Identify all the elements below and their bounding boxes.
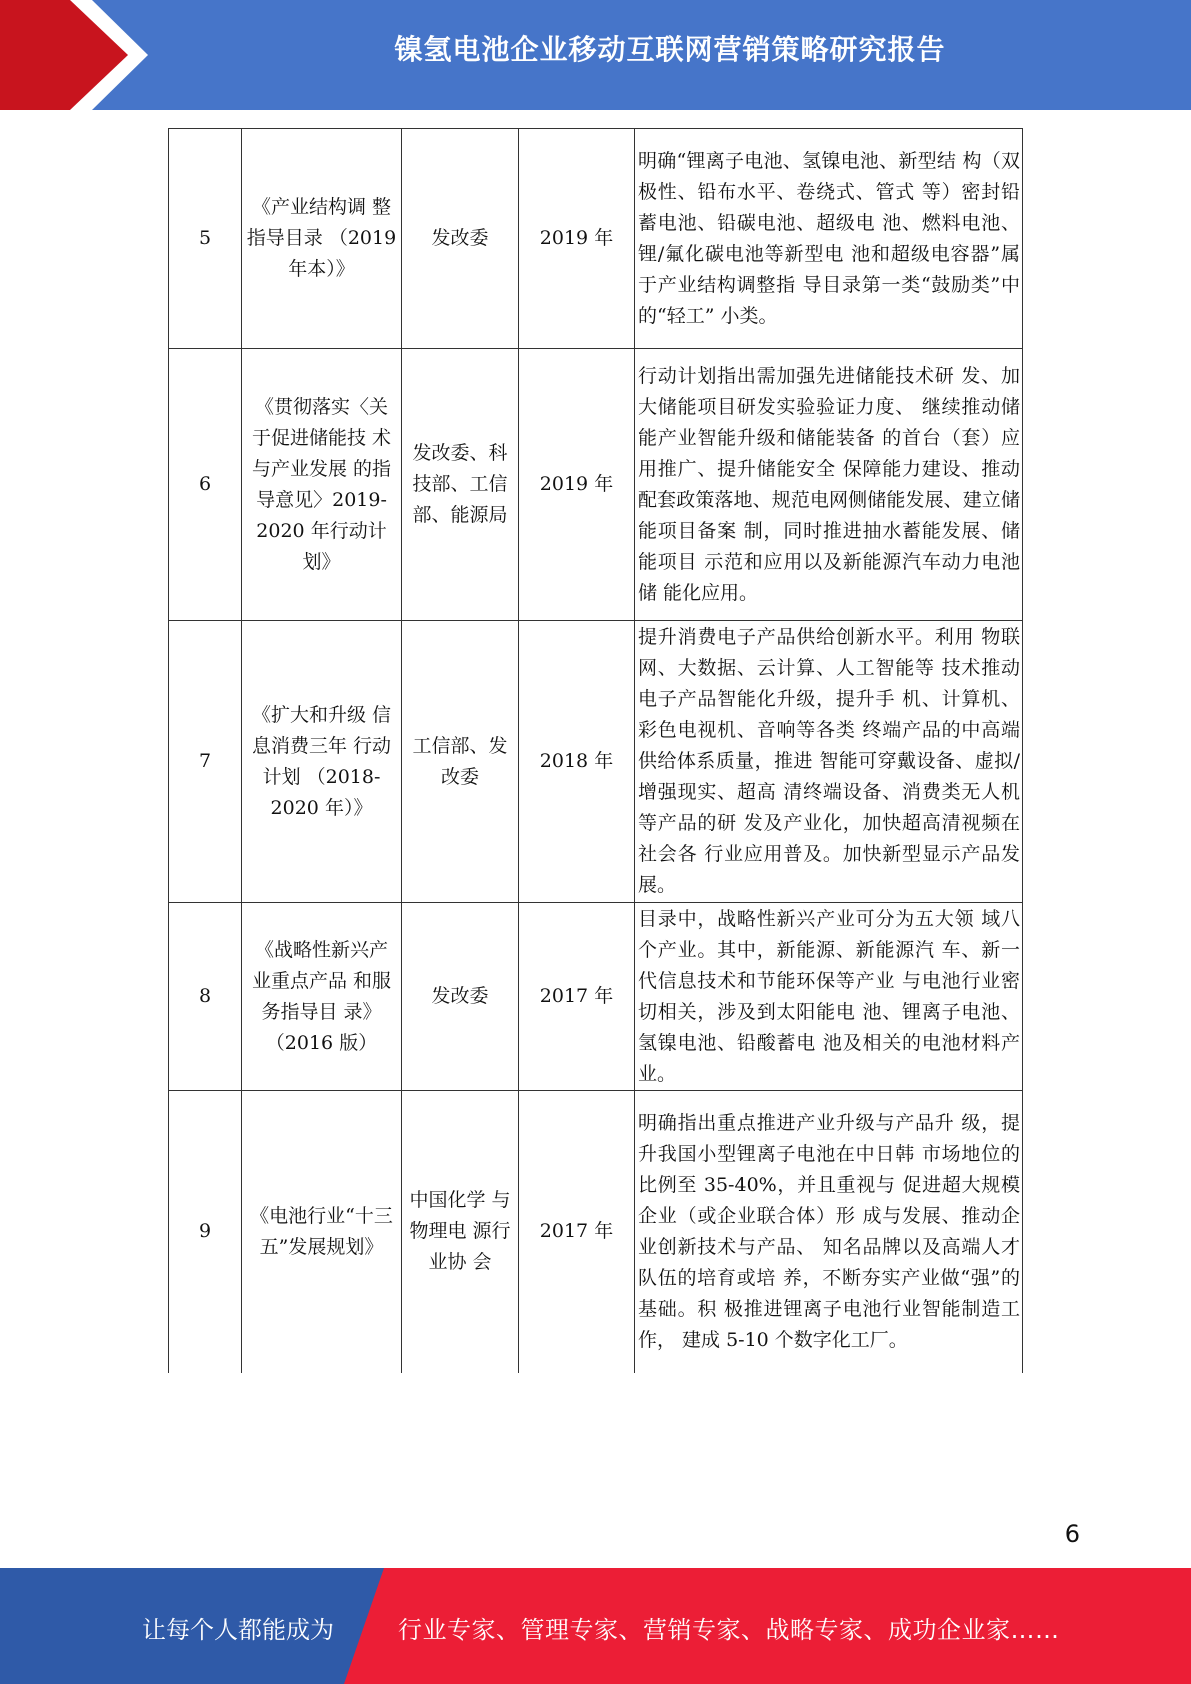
report-title: 镍氢电池企业移动互联网营销策略研究报告 <box>394 33 946 66</box>
policy-name: 《贯彻落实〈关于促进储能技 术与产业发展 的指导意见〉2019-2020 年行动计划》 <box>242 349 402 621</box>
issuing-authority: 发改委 <box>402 903 519 1091</box>
policy-table <box>168 128 1023 1373</box>
issuing-authority: 中国化学 与物理电 源行业协 会 <box>402 1091 519 1373</box>
issue-year: 2017 年 <box>519 903 635 1091</box>
row-number: 9 <box>169 1091 242 1373</box>
issuing-authority: 工信部、发改委 <box>402 621 519 903</box>
row-number: 7 <box>169 621 242 903</box>
issue-year: 2017 年 <box>519 1091 635 1373</box>
policy-name: 《扩大和升级 信息消费三年 行动计划 （2018-2020 年）》 <box>242 621 402 903</box>
row-number: 8 <box>169 903 242 1091</box>
page-footer <box>0 1568 1191 1684</box>
issue-year: 2019 年 <box>519 349 635 621</box>
policy-description: 目录中，战略性新兴产业可分为五大领 域八个产业。其中，新能源、新能源汽 车、新一代信息技术和节能环保等产业 与电池行业密切相关，涉及到太阳能电 池、锂离子电池、氢镍电池、铅酸蓄电 池及相关的电池材料产业。 <box>635 903 1023 1091</box>
issue-year: 2018 年 <box>519 621 635 903</box>
table-row <box>169 903 1023 1091</box>
table-row <box>169 129 1023 349</box>
page-number: 6 <box>1064 1520 1080 1548</box>
footer-slogan-right: 行业专家、管理专家、营销专家、战略专家、成功企业家…… <box>398 1616 1060 1644</box>
header-red-arrow-decoration <box>0 0 150 110</box>
footer-slogan-left: 让每个人都能成为 <box>142 1616 334 1644</box>
policy-description: 行动计划指出需加强先进储能技术研 发、加大储能项目研发实验验证力度、 继续推动储能产业智能升级和储能装备 的首台（套）应用推广、提升储能安全 保障能力建设、推动配套政策落地、规范电网侧储能发展、建立储能项目备案 制，同时推进抽水蓄能发展、储能项目 示范和应用以及新能源汽车动力电池储 能化应用。 <box>635 349 1023 621</box>
policy-name: 《电池行业“十三五”发展规划》 <box>242 1091 402 1373</box>
policy-name: 《产业结构调 整指导目录 （2019 年本）》 <box>242 129 402 349</box>
table-row <box>169 1091 1023 1373</box>
table-row <box>169 349 1023 621</box>
issue-year: 2019 年 <box>519 129 635 349</box>
policy-description: 明确指出重点推进产业升级与产品升 级，提升我国小型锂离子电池在中日韩 市场地位的比例至 35-40%，并且重视与 促进超大规模企业（或企业联合体）形 成与发展、推动企业创新技术与产品、 知名品牌以及高端人才队伍的培育或培 养，不断夯实产业做“强”的基础。积 极推进锂离子电池行业智能制造工作， 建成 5-10 个数字化工厂。 <box>635 1091 1023 1373</box>
policy-name: 《战略性新兴产业重点产品 和服务指导目 录》（2016 版） <box>242 903 402 1091</box>
policy-description: 提升消费电子产品供给创新水平。利用 物联网、大数据、云计算、人工智能等 技术推动电子产品智能化升级，提升手 机、计算机、彩色电视机、音响等各类 终端产品的中高端供给体系质量，推进 智能可穿戴设备、虚拟/增强现实、超高 清终端设备、消费类无人机等产品的研 发及产业化，加快超高清视频在社会各 行业应用普及。加快新型显示产品发展。 <box>635 621 1023 903</box>
policy-description: 明确“锂离子电池、氢镍电池、新型结 构（双极性、铅布水平、卷绕式、管式 等）密封铅蓄电池、铅碳电池、超级电 池、燃料电池、锂/氟化碳电池等新型电 池和超级电容器”属于产业结构调整指 导目录第一类“鼓励类”中的“轻工” 小类。 <box>635 129 1023 349</box>
page-header <box>0 0 1191 110</box>
row-number: 5 <box>169 129 242 349</box>
table-row <box>169 621 1023 903</box>
row-number: 6 <box>169 349 242 621</box>
issuing-authority: 发改委、科技部、工信部、能源局 <box>402 349 519 621</box>
issuing-authority: 发改委 <box>402 129 519 349</box>
